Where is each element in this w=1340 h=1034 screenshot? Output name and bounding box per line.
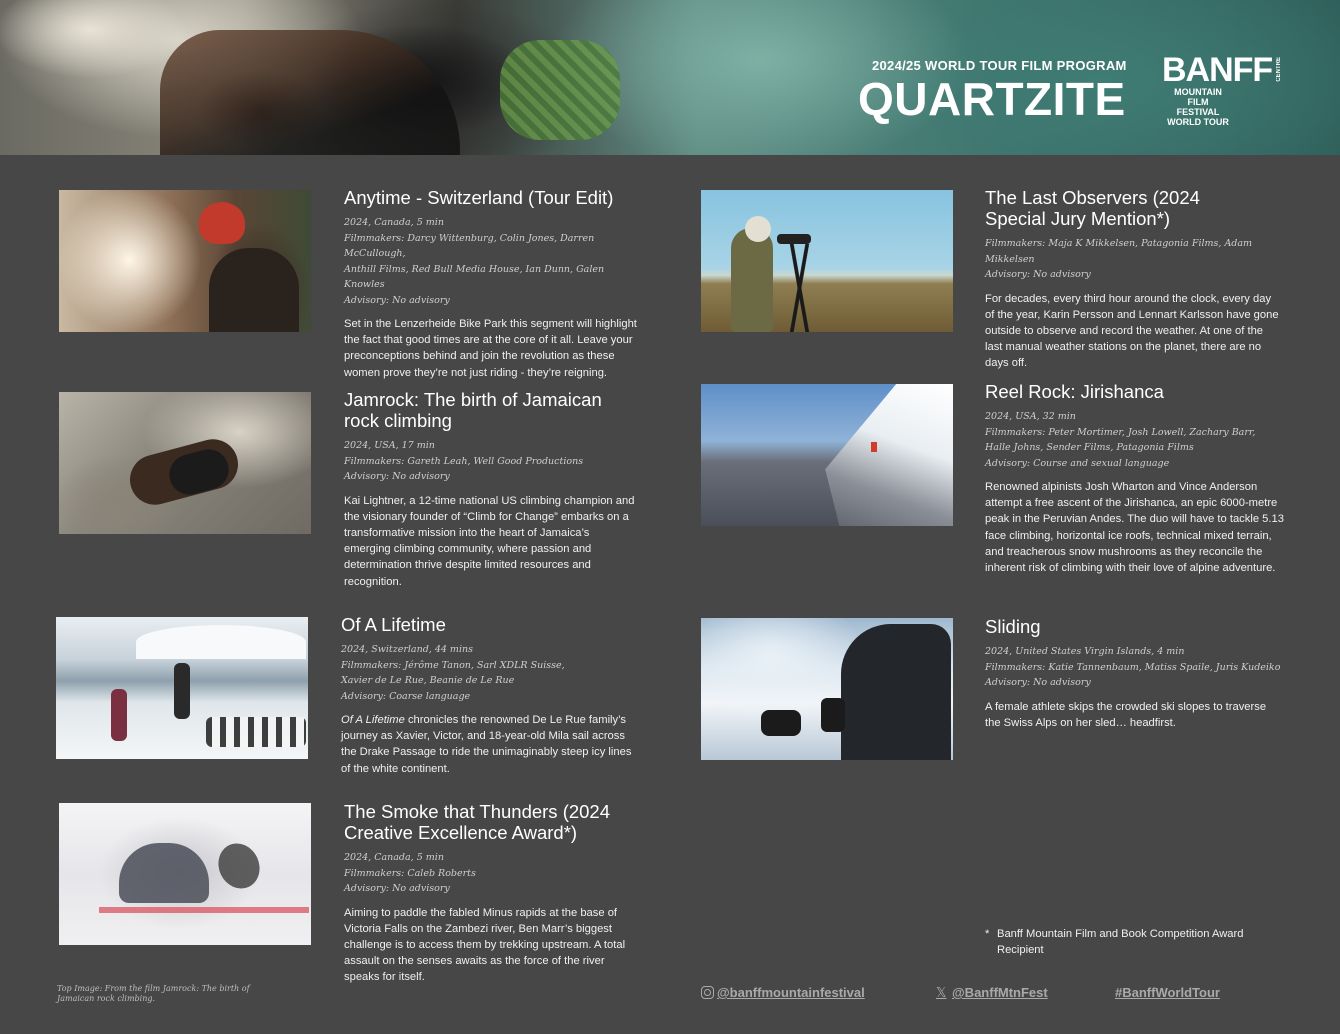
film-description-title: Of A Lifetime xyxy=(341,714,405,726)
film-meta-advisory: Advisory: Coarse language xyxy=(341,690,471,702)
film-meta-filmmakers: Filmmakers: Katie Tannenbaum, Matiss Spaile, Juris Kudeiko xyxy=(985,661,1281,673)
film-meta-filmmakers: Filmmakers: Darcy Wittenburg, Colin Jones, Darren McCullough, xyxy=(344,232,595,259)
film-info-reel-rock-jirishanca xyxy=(985,381,1285,576)
film-info-of-a-lifetime xyxy=(341,614,641,777)
film-meta-year: 2024, USA, 32 min xyxy=(985,411,1076,422)
logo-subtitle xyxy=(1166,87,1230,127)
film-meta-year: 2024, United States Virgin Islands, 4 min xyxy=(985,646,1185,657)
banff-logo xyxy=(1162,51,1292,127)
tripod-shape xyxy=(771,244,831,332)
iceberg-shape xyxy=(136,625,306,659)
film-thumbnail-jamrock xyxy=(59,392,311,534)
top-image-caption xyxy=(57,984,277,1004)
logo-line-3: WORLD TOUR xyxy=(1167,117,1229,127)
film-meta-filmmakers-cont: Anthill Films, Red Bull Media House, Ian Dunn, Galen Knowles xyxy=(344,263,605,290)
film-meta-advisory: Advisory: Course and sexual language xyxy=(985,457,1170,469)
logo-centre: CENTRE xyxy=(1276,57,1282,82)
banner-photo-rope xyxy=(500,40,620,140)
instagram-link[interactable] xyxy=(701,985,865,1000)
helmet-shape xyxy=(199,202,245,244)
film-meta-filmmakers: Filmmakers: Caleb Roberts xyxy=(344,867,476,879)
x-handle: @BanffMtnFest xyxy=(952,985,1048,1000)
film-meta-filmmakers-cont: Halle Johns, Sender Films, Patagonia Films xyxy=(985,442,1194,453)
paddle-shape xyxy=(211,837,267,896)
caption-film-title: Jamrock: The birth of Jamaican rock climbing. xyxy=(57,984,250,1003)
film-meta-advisory: Advisory: No advisory xyxy=(344,883,450,894)
film-meta-advisory: Advisory: No advisory xyxy=(344,294,450,306)
film-meta-year: 2024, Switzerland, 44 mins xyxy=(341,644,473,655)
program-title: QUARTZITE xyxy=(858,73,1126,125)
film-description xyxy=(341,712,639,777)
film-thumbnail-anytime xyxy=(59,190,311,332)
program-kicker: 2024/25 WORLD TOUR FILM PROGRAM xyxy=(872,58,1127,73)
film-title: Of A Lifetime xyxy=(341,614,446,635)
hashtag-text: #BanffWorldTour xyxy=(1115,985,1220,1000)
footnote-asterisk: * xyxy=(985,928,990,940)
film-description: A female athlete skips the crowded ski slopes to traverse the Swiss Alps on her sled… headfirst. xyxy=(985,700,1267,729)
kayak-shape xyxy=(99,907,309,913)
film-meta-filmmakers-cont: Xavier de Le Rue, Beanie de Le Rue xyxy=(341,675,515,686)
skier-figure xyxy=(111,689,127,741)
hashtag-link[interactable] xyxy=(1115,985,1220,1000)
instagram-handle: @banffmountainfestival xyxy=(717,985,865,1000)
film-meta-year: 2024, Canada, 5 min xyxy=(344,852,444,863)
film-meta-filmmakers: Filmmakers: Peter Mortimer, Josh Lowell, Zachary Barr, xyxy=(985,426,1256,438)
film-thumbnail-reel-rock-jirishanca xyxy=(701,384,953,526)
header-banner xyxy=(0,0,1340,155)
film-meta-advisory: Advisory: No advisory xyxy=(985,677,1091,688)
filmer-figure xyxy=(841,624,951,760)
film-meta-filmmakers: Filmmakers: Gareth Leah, Well Good Productions xyxy=(344,455,584,467)
x-icon: 𝕏 xyxy=(936,985,947,1000)
film-description: Renowned alpinists Josh Wharton and Vince Anderson attempt a free ascent of the Jirishanca, an epic 6000-metre peak in the Peruvian Andes. The duo will have to tackle 5.13 face climbing, horizontal ice roofs, technical mixed terrain, and treacherous snow mushrooms as they reconcile the inherent risk of climbing with their love of alpine adventure. xyxy=(985,481,1284,575)
film-thumbnail-last-observers xyxy=(701,190,953,332)
rider-figure xyxy=(209,248,299,332)
skier-figure xyxy=(174,663,190,719)
x-link[interactable] xyxy=(936,985,1048,1000)
film-title: The Last Observers (2024 Special Jury Mention*) xyxy=(985,187,1200,229)
camera-shape xyxy=(821,698,845,732)
logo-wordmark: BANFF xyxy=(1162,51,1273,89)
logo-line-1: MOUNTAIN xyxy=(1174,87,1222,97)
film-description: For decades, every third hour around the clock, every day of the year, Karin Persson and Lennart Karlsson have gone outside to observe and record the weather. At one of the last manual weather stations on the planet, there are no days off. xyxy=(985,292,1279,370)
film-title: Reel Rock: Jirishanca xyxy=(985,381,1164,402)
film-info-jamrock xyxy=(344,389,644,590)
kayaker-figure xyxy=(119,843,209,903)
film-meta-year: 2024, USA, 17 min xyxy=(344,440,435,451)
film-meta-filmmakers: Filmmakers: Maja K Mikkelsen, Patagonia Films, Adam Mikkelsen xyxy=(985,238,1253,265)
caption-prefix: Top Image: From the film xyxy=(57,984,163,993)
camera-shape xyxy=(761,710,801,736)
film-meta-advisory: Advisory: No advisory xyxy=(985,269,1091,280)
film-info-sliding xyxy=(985,616,1285,731)
film-title: Jamrock: The birth of Jamaican rock climbing xyxy=(344,389,602,431)
spotting-scope-shape xyxy=(777,234,811,244)
film-thumbnail-sliding xyxy=(701,618,953,760)
film-info-smoke-that-thunders xyxy=(344,801,644,986)
penguin-group xyxy=(206,717,306,747)
ice-cliff-shape xyxy=(811,384,953,526)
award-footnote xyxy=(985,926,1245,958)
film-thumbnail-smoke-that-thunders xyxy=(59,803,311,945)
observer-head xyxy=(745,216,771,242)
observer-figure xyxy=(731,228,773,332)
film-thumbnail-of-a-lifetime xyxy=(56,617,308,759)
climber-marker xyxy=(871,442,877,452)
film-info-anytime xyxy=(344,187,644,381)
footnote-text: Banff Mountain Film and Book Competition Award Recipient xyxy=(997,928,1244,957)
film-meta-filmmakers: Filmmakers: Jérôme Tanon, Sarl XDLR Suisse, xyxy=(341,659,565,671)
film-description: Aiming to paddle the fabled Minus rapids at the base of Victoria Falls on the Zambezi river, Ben Marr’s biggest challenge is to access them by trekking upstream. A total assault on the senses awaits as the force of the river speaks for itself. xyxy=(344,906,626,984)
film-description: Set in the Lenzerheide Bike Park this segment will highlight the fact that good times are at the core of it all. Leave your preconceptions behind and join the revolution as these women prove they’re not just riding - they’re reigning. xyxy=(344,318,637,379)
instagram-icon xyxy=(701,986,714,999)
film-title: The Smoke that Thunders (2024 Creative Excellence Award*) xyxy=(344,801,611,843)
film-description: Kai Lightner, a 12-time national US climbing champion and the visionary founder of “Climb for Change” embarks on a transformative mission into the heart of Jamaica’s emerging climbing community, where passion and determination thrive despite limited resources and recognition. xyxy=(344,494,635,588)
film-title: Anytime - Switzerland (Tour Edit) xyxy=(344,187,614,208)
film-meta-year: 2024, Canada, 5 min xyxy=(344,217,444,228)
film-title: Sliding xyxy=(985,616,1041,637)
film-description-text: chronicles the renowned De Le Rue family’s journey as Xavier, Victor, and 18-year-old Mila sail across the Drake Passage to ride the unimaginably steep icy lines of the white continent. xyxy=(341,714,632,775)
film-meta-advisory: Advisory: No advisory xyxy=(344,471,450,482)
film-info-last-observers xyxy=(985,187,1285,372)
logo-line-2: FILM FESTIVAL xyxy=(1176,97,1220,117)
